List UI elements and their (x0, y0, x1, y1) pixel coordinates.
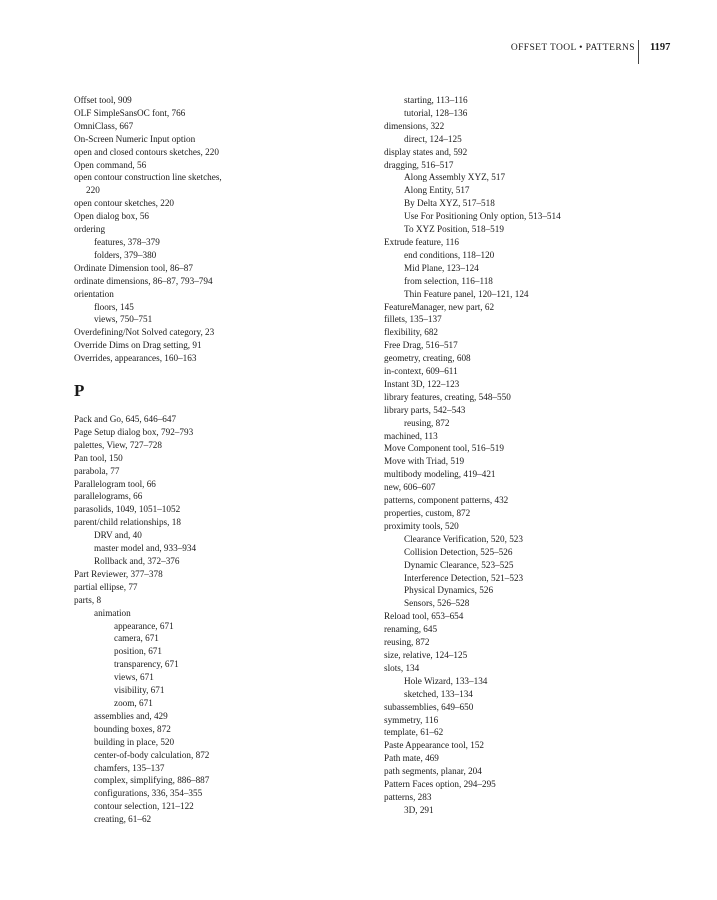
index-subentry: views, 750–751 (94, 314, 153, 325)
index-entry: fillets, 135–137 (384, 314, 442, 325)
index-entry: machined, 113 (384, 430, 438, 441)
index-entry: Path mate, 469 (384, 753, 439, 764)
index-entry: parallelograms, 66 (74, 491, 143, 502)
index-entry: Override Dims on Drag setting, 91 (74, 340, 202, 351)
index-entry: parabola, 77 (74, 465, 120, 476)
index-subentry: Hole Wizard, 133–134 (404, 675, 488, 686)
index-subentry: creating, 61–62 (94, 814, 152, 825)
index-entry: symmetry, 116 (384, 714, 439, 725)
index-entry: Reload tool, 653–654 (384, 611, 464, 622)
index-subsubentry: position, 671 (114, 646, 162, 657)
index-subentry: animation (94, 607, 131, 618)
index-subentry: complex, simplifying, 886–887 (94, 775, 210, 786)
index-entry: orientation (74, 288, 114, 299)
index-entry: Part Reviewer, 377–378 (74, 568, 163, 579)
index-entry: flexibility, 682 (384, 327, 439, 338)
index-entry: size, relative, 124–125 (384, 649, 468, 660)
index-subentry: sketched, 133–134 (404, 688, 473, 699)
index-entry: dragging, 516–517 (384, 159, 454, 170)
index-subentry: assemblies and, 429 (94, 710, 168, 721)
index-entry: library parts, 542–543 (384, 404, 466, 415)
index-entry: parts, 8 (74, 594, 102, 605)
index-subsubentry: zoom, 671 (114, 697, 153, 708)
index-entry: Overrides, appearances, 160–163 (74, 353, 197, 364)
index-subentry: floors, 145 (94, 301, 134, 312)
index-subsubentry: transparency, 671 (114, 659, 179, 670)
index-subentry: tutorial, 128–136 (404, 107, 468, 118)
index-subentry: center-of-body calculation, 872 (94, 749, 210, 760)
index-entry: OmniClass, 667 (74, 120, 134, 131)
index-entry: Pattern Faces option, 294–295 (384, 779, 496, 790)
index-entry: Pack and Go, 645, 646–647 (74, 414, 177, 425)
index-subentry: folders, 379–380 (94, 249, 157, 260)
index-subentry: features, 378–379 (94, 236, 160, 247)
index-entry: ordinate dimensions, 86–87, 793–794 (74, 275, 213, 286)
index-entry: in-context, 609–611 (384, 366, 458, 377)
index-subentry: Collision Detection, 525–526 (404, 546, 513, 557)
index-entry: Parallelogram tool, 66 (74, 478, 156, 489)
running-header (0, 40, 717, 64)
index-subsubentry: appearance, 671 (114, 620, 174, 631)
index-subentry: contour selection, 121–122 (94, 801, 194, 812)
index-entry: reusing, 872 (384, 637, 430, 648)
index-entry: Paste Appearance tool, 152 (384, 740, 485, 751)
index-subentry: direct, 124–125 (404, 133, 462, 144)
index-entry: palettes, View, 727–728 (74, 439, 162, 450)
index-subentry: Interference Detection, 521–523 (404, 572, 524, 583)
index-entry: Overdefining/Not Solved category, 23 (74, 327, 215, 338)
index-entry: properties, custom, 872 (384, 508, 471, 518)
index-entry: Instant 3D, 122–123 (384, 378, 460, 389)
index-column-right (384, 94, 684, 817)
index-entry: Open dialog box, 56 (74, 211, 150, 222)
index-entry-continuation: 220 (86, 185, 100, 196)
index-entry: renaming, 645 (384, 624, 438, 635)
index-subentry: chamfers, 135–137 (94, 762, 165, 773)
index-entry: partial ellipse, 77 (74, 581, 138, 592)
index-entry: Pan tool, 150 (74, 452, 123, 463)
index-entry: OLF SimpleSansOC font, 766 (74, 107, 186, 118)
index-subsubentry: camera, 671 (114, 633, 159, 644)
index-subentry: configurations, 336, 354–355 (94, 788, 203, 799)
index-subsubentry: views, 671 (114, 672, 154, 683)
index-entry: patterns, 283 (384, 791, 432, 802)
index-entry: Free Drag, 516–517 (384, 340, 458, 351)
index-entry: Move Component tool, 516–519 (384, 443, 504, 454)
index-entry: slots, 134 (384, 662, 420, 673)
index-entry: Extrude feature, 116 (384, 236, 459, 247)
index-subentry: end conditions, 118–120 (404, 249, 495, 260)
index-entry: On-Screen Numeric Input option (74, 133, 196, 144)
index-subentry: reusing, 872 (404, 417, 450, 428)
index-entry: open and closed contours sketches, 220 (74, 146, 219, 157)
index-entry: Move with Triad, 519 (384, 456, 465, 467)
index-entry: FeatureManager, new part, 62 (384, 301, 495, 312)
index-subentry: building in place, 520 (94, 736, 175, 747)
index-subsubentry: visibility, 671 (114, 685, 165, 696)
index-entry: geometry, creating, 608 (384, 353, 471, 364)
index-entry: subassemblies, 649–650 (384, 701, 474, 712)
index-subentry: DRV and, 40 (94, 530, 142, 541)
index-entry: template, 61–62 (384, 727, 444, 738)
page-number: 1197 (650, 42, 671, 53)
index-entry: open contour construction line sketches, (74, 172, 222, 183)
header-divider (638, 40, 639, 64)
index-section-letter: P (74, 381, 85, 401)
index-entry: Page Setup dialog box, 792–793 (74, 426, 194, 437)
index-subentry: Physical Dynamics, 526 (404, 585, 494, 596)
index-subentry: 3D, 291 (404, 804, 434, 815)
index-subentry: Along Entity, 517 (404, 185, 470, 196)
index-subentry: Use For Positioning Only option, 513–514 (404, 211, 561, 222)
index-entry: parasolids, 1049, 1051–1052 (74, 504, 181, 515)
index-entry: library features, creating, 548–550 (384, 391, 511, 402)
index-subentry: master model and, 933–934 (94, 543, 197, 554)
index-subentry: Thin Feature panel, 120–121, 124 (404, 288, 529, 299)
index-subentry: starting, 113–116 (404, 95, 468, 105)
index-subentry: from selection, 116–118 (404, 275, 493, 286)
index-entry: dimensions, 322 (384, 120, 445, 131)
index-column-left (74, 94, 364, 826)
index-subentry: Sensors, 526–528 (404, 598, 470, 609)
index-subentry: By Delta XYZ, 517–518 (404, 198, 495, 209)
running-header-title: OFFSET TOOL • PATTERNS (510, 43, 635, 53)
index-subentry: Rollback and, 372–376 (94, 556, 180, 566)
index-subentry: To XYZ Position, 518–519 (404, 224, 504, 235)
index-entry: multibody modeling, 419–421 (384, 469, 496, 480)
index-entry: patterns, component patterns, 432 (384, 495, 509, 506)
index-entry: parent/child relationships, 18 (74, 517, 181, 528)
index-subentry: Along Assembly XYZ, 517 (404, 172, 506, 183)
index-entry: proximity tools, 520 (384, 520, 459, 531)
index-entry: Ordinate Dimension tool, 86–87 (74, 262, 193, 273)
index-entry: open contour sketches, 220 (74, 198, 175, 209)
index-subentry: Clearance Verification, 520, 523 (404, 533, 523, 544)
index-entry: ordering (74, 224, 106, 235)
index-subentry: Dynamic Clearance, 523–525 (404, 559, 514, 570)
index-entry: new, 606–607 (384, 482, 436, 493)
index-entry: Open command, 56 (74, 159, 147, 170)
index-subentry: bounding boxes, 872 (94, 723, 171, 734)
index-subentry: Mid Plane, 123–124 (404, 262, 479, 273)
index-entry: display states and, 592 (384, 146, 468, 157)
index-entry: path segments, planar, 204 (384, 766, 482, 777)
index-entry: Offset tool, 909 (74, 95, 132, 105)
